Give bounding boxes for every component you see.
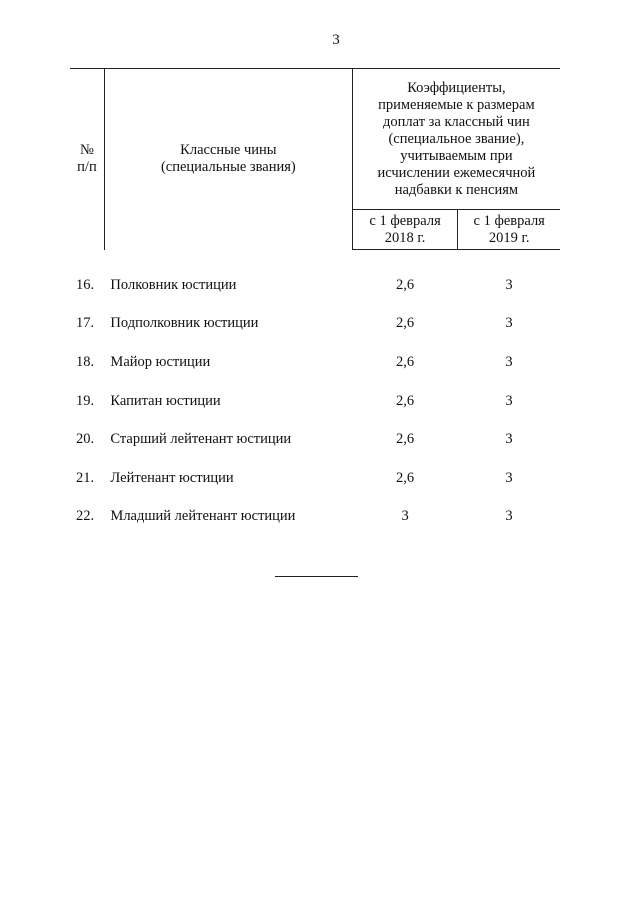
row-rank: Лейтенант юстиции [110,469,234,486]
header-2018-line: 2018 г. [384,230,426,246]
row-number: 19. [76,392,95,409]
row-rank: Капитан юстиции [110,392,221,409]
row-value-2019: 3 [505,276,513,293]
table-row [70,420,560,459]
row-number: 20. [76,431,95,448]
header-coef-line: применяемые к размерам [378,97,535,113]
header-number-line: п/п [77,159,97,176]
row-value-2019: 3 [505,315,513,332]
header-2018-line: с 1 февраля [369,213,441,229]
table-row [70,498,560,537]
table-row [70,305,560,344]
header-2019-col [458,210,560,250]
row-value-2018: 2,6 [396,392,415,409]
header-coef-line: надбавки к пенсиям [394,182,519,198]
row-value-2018: 3 [401,508,409,525]
row-value-2019: 3 [505,469,513,486]
row-number: 17. [76,315,95,332]
table-header-row [70,69,560,210]
row-value-2019: 3 [505,353,513,370]
row-rank: Младший лейтенант юстиции [110,508,296,525]
row-value-2019: 3 [505,392,513,409]
rank-coefficients-table [70,68,560,536]
header-coef-line: исчислении ежемесячной [377,165,536,181]
row-value-2018: 2,6 [396,276,415,293]
row-rank: Майор юстиции [110,353,211,370]
row-rank: Подполковник юстиции [110,315,259,332]
table-row [70,343,560,382]
page-number: 3 [332,32,340,48]
header-coefficients-group [352,69,560,210]
row-number: 16. [76,276,95,293]
header-coef-line: (специальное звание), [388,131,525,147]
row-number: 22. [76,508,95,525]
row-value-2018: 2,6 [396,469,415,486]
row-rank: Старший лейтенант юстиции [110,431,292,448]
header-coef-line: учитываемым при [400,148,513,164]
header-coef-line: Коэффициенты, [407,80,506,96]
header-rank-col [104,69,352,250]
table-row [70,382,560,421]
header-rank-line: (специальные звания) [160,159,296,176]
header-2018-col [352,210,458,250]
row-number: 18. [76,353,95,370]
closing-rule [275,576,358,577]
row-value-2019: 3 [505,431,513,448]
row-value-2018: 2,6 [396,431,415,448]
header-2019-line: 2019 г. [488,230,530,246]
header-rank-line: Классные чины [180,142,277,159]
row-value-2018: 2,6 [396,315,415,332]
row-number: 21. [76,469,95,486]
row-value-2018: 2,6 [396,353,415,370]
row-rank: Полковник юстиции [110,276,237,293]
row-value-2019: 3 [505,508,513,525]
table-row [70,459,560,498]
header-2019-line: с 1 февраля [473,213,545,229]
header-number-col [70,69,104,250]
table-row [70,250,560,305]
header-coef-line: доплат за классный чин [383,114,530,130]
header-number-line: № [80,142,94,159]
